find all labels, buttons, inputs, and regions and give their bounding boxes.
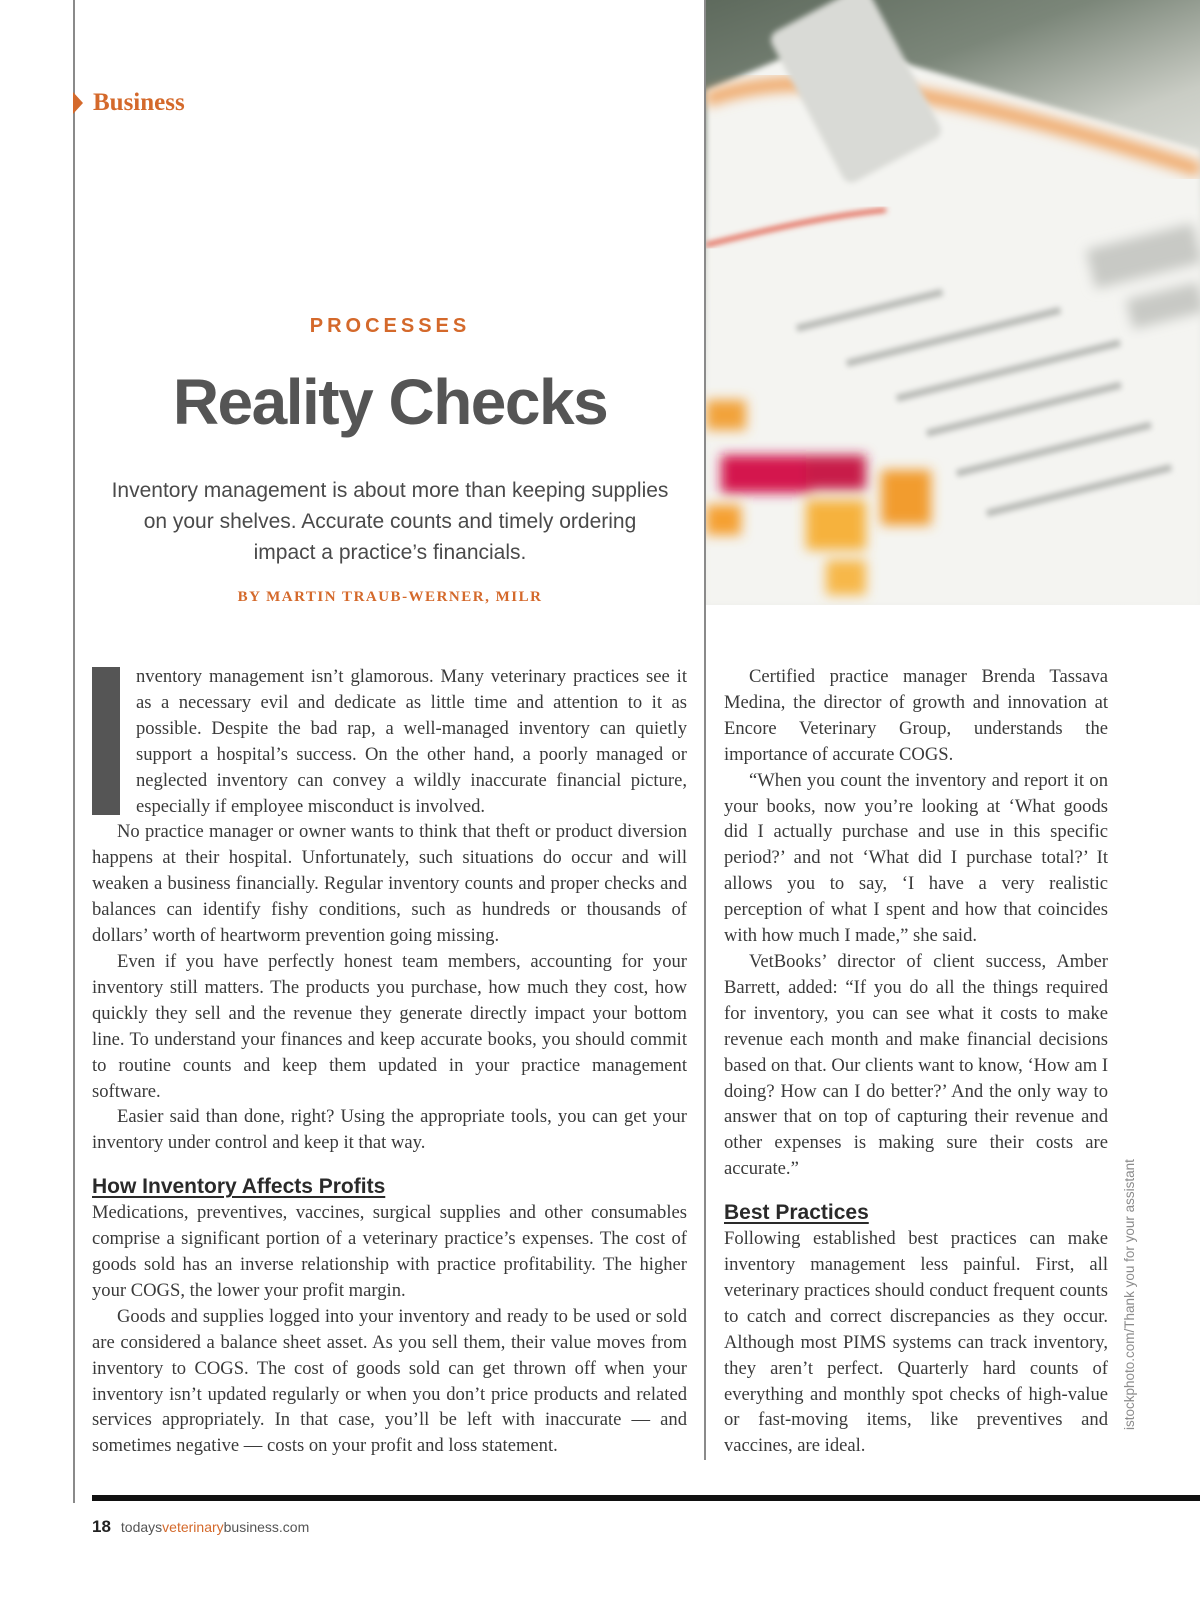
photo-credit: istockphoto.com/Thank you for your assistant (1122, 1159, 1137, 1430)
kicker: PROCESSES (309, 315, 471, 337)
site-url-prefix: todays (120, 1519, 163, 1535)
header-photo (706, 0, 1200, 605)
body-paragraph: Certified practice manager Brenda Tassava Medina, the director of growth and innovation at Encore Veterinary Group, understands the importance of accurate COGS. (724, 666, 1108, 765)
body-paragraph: Medications, preventives, vaccines, surgical supplies and other consumables comprise a significant portion of a veterinary practice’s expenses. The cost of goods sold has an inverse relationship with practice profitability. The higher your COGS, the lower your profit margin. (92, 1202, 687, 1301)
section-label: Business (93, 89, 185, 116)
site-url (121, 1519, 309, 1535)
body-paragraph: Easier said than done, right? Using the appropriate tools, you can get your inventory under control and keep it that way. (92, 1106, 687, 1154)
section-arrow-icon (73, 92, 83, 114)
drop-cap-i (92, 667, 120, 815)
clipboard-illustration (706, 0, 1200, 605)
body-paragraph: Following established best practices can make inventory management less painful. First, all veterinary practices should conduct frequent counts to catch and correct discrepancies as they occur. Although most PIMS systems can track inventory, they aren’t perfect. Quarterly hard counts of everything and monthly spot checks of high-value or fast-moving items, like preventives and vaccines, are ideal. (724, 1228, 1108, 1457)
left-margin-rule (73, 0, 75, 1503)
body-column-right (724, 664, 1108, 1459)
lead-paragraph: nventory management isn’t glamorous. Many veterinary practices see it as a necessary evil and dedicate as little time and attention to it as possible. Despite the bad rap, a well-managed inventory can quietly support a hospital’s success. On the other hand, a poorly managed or neglected inventory can convey a wildly inaccurate financial picture, especially if employee misconduct is involved. (136, 666, 687, 817)
article-title: Reality Checks (172, 366, 608, 438)
byline: BY MARTIN TRAUB-WERNER, MILR (237, 589, 543, 605)
body-column-left (92, 664, 687, 1459)
body-paragraph: VetBooks’ director of client success, Amber Barrett, added: “If you do all the things required for inventory, you can see what it costs to make revenue each month and make financial decisions based on that. Our clients want to know, ‘How am I doing? How can I do better?’ And the only way to answer that on top of capturing their revenue and other expenses is making sure their costs are accurate.” (724, 950, 1109, 1180)
body-paragraph: No practice manager or owner wants to think that theft or product diversion happens at their hospital. Unfortunately, such situations do occur and will weaken a business financially. Regular inventory counts and proper checks and balances can identify fishy conditions, such as hundreds or thousands of dollars’ worth of heartworm prevention going missing. (92, 821, 687, 947)
subhead-inventory-profits: How Inventory Affects Profits (92, 1175, 386, 1199)
site-url-suffix: business.com (223, 1519, 310, 1535)
body-paragraph: Goods and supplies logged into your inventory and ready to be used or sold are considered a balance sheet asset. As you sell them, their value moves from inventory to COGS. The cost of goods sold can get thrown off when your inventory isn’t updated regularly or when you don’t price products and related services appropriately. In that case, you’ll be left with inaccurate — and sometimes negative — costs on your profit and loss statement. (92, 1305, 687, 1457)
subhead-best-practices: Best Practices (724, 1201, 869, 1225)
body-paragraph: Even if you have perfectly honest team members, accounting for your inventory still matters. The products you purchase, how much they cost, how quickly they sell and the revenue they generate directly impact your bottom line. To understand your finances and keep accurate books, you should commit to routine counts and keep them updated in your practice management software. (92, 950, 687, 1102)
site-url-accent: veterinary (162, 1519, 224, 1535)
body-paragraph: “When you count the inventory and report it on your books, now you’re looking at ‘What goods did I actually purchase and use in this specific period?’ and not ‘What did I purchase total?’ It allows you to say, ‘I have a very realistic perception of what I spent and how that coincides with how much I made,” she said. (724, 769, 1108, 947)
article-deck: Inventory management is about more than keeping supplies on your shelves. Accurate counts and timely ordering impact a practice’s financials. (111, 479, 669, 564)
section-tag (73, 88, 185, 118)
footer-rule (92, 1495, 1200, 1501)
page-number: 18 (92, 1517, 111, 1536)
footer (92, 1517, 309, 1537)
